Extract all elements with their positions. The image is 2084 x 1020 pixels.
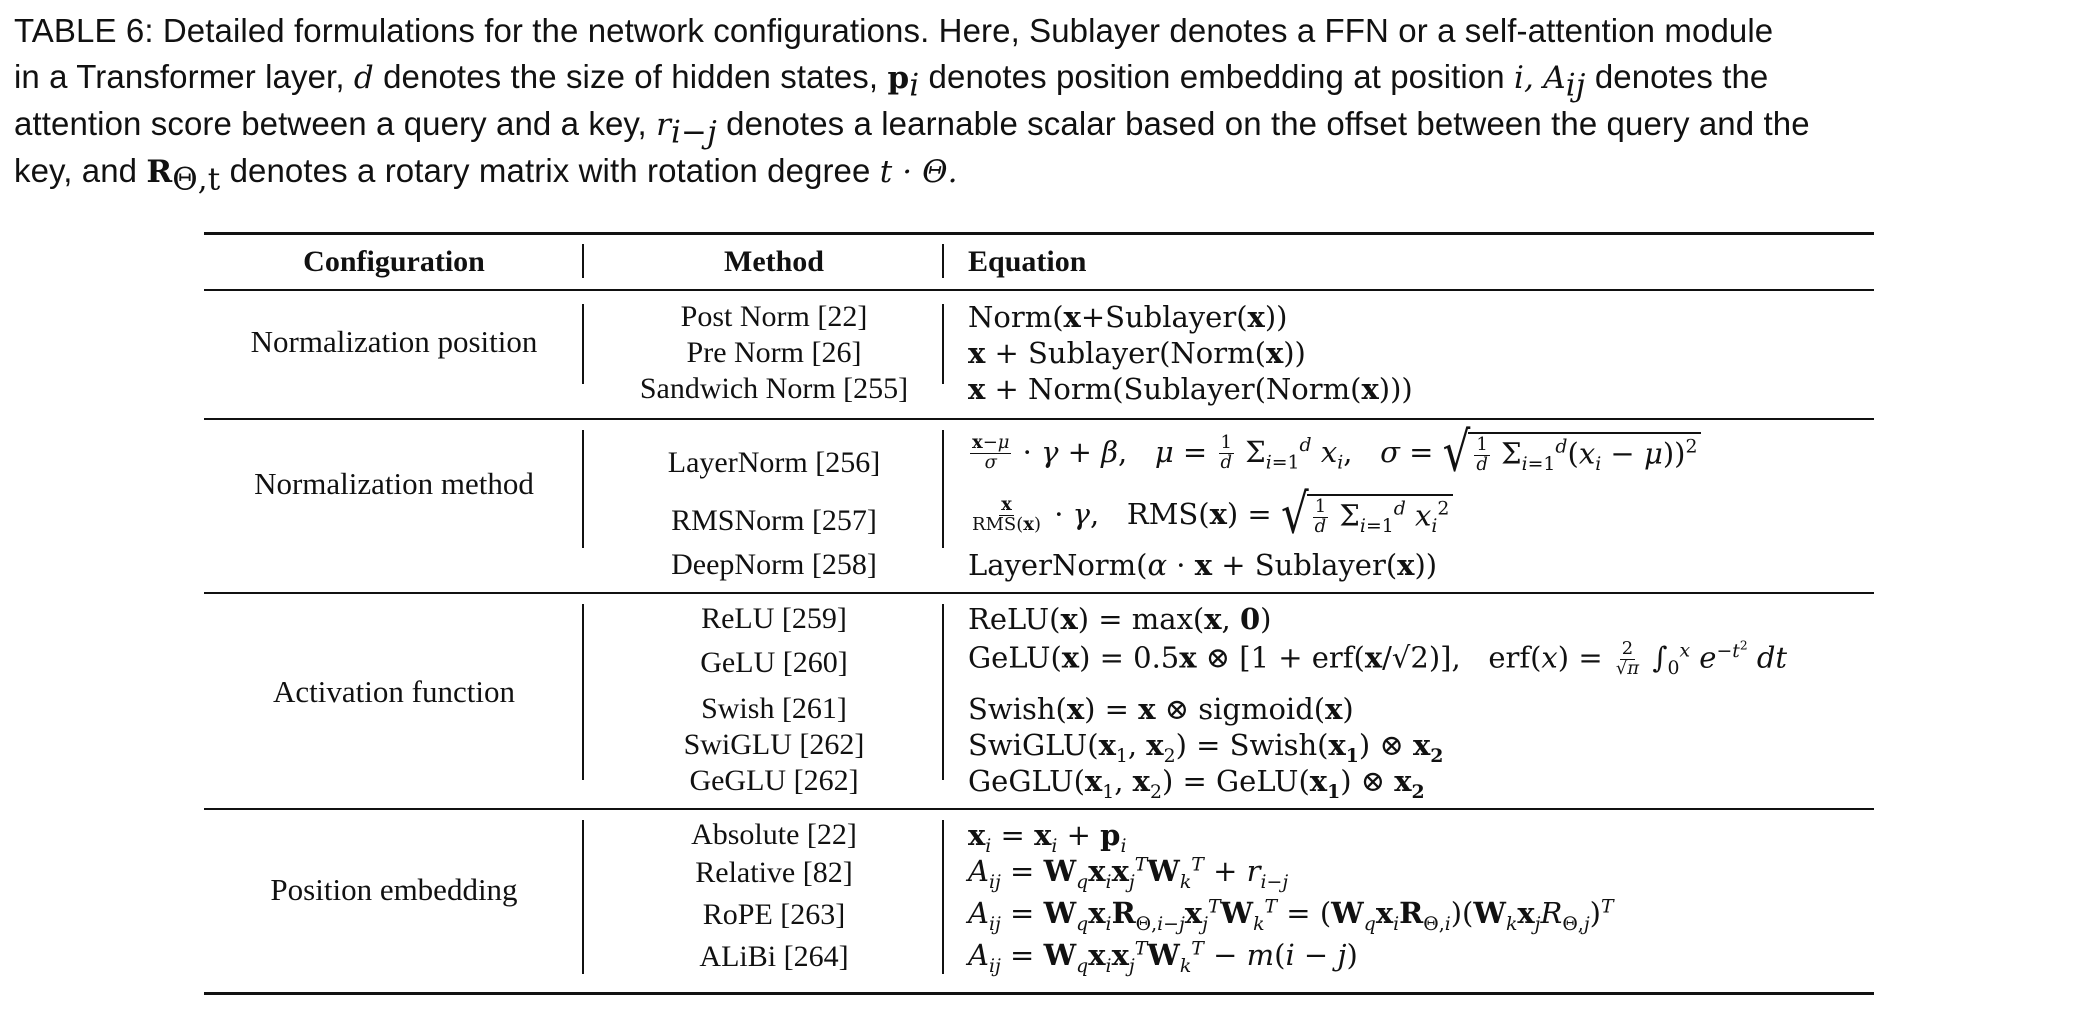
table-caption: [14, 8, 2074, 198]
equation-swiglu: $SwiGLU(x_1$, $x_2$) = $Swish(x_1)$ ⊗ $x_2$: [968, 728, 1444, 767]
method-deepnorm: DeepNorm [258]: [671, 548, 877, 581]
method-relu: ReLU [259]: [701, 602, 847, 635]
group-position-embedding: Position embedding: [270, 872, 518, 907]
group-normalization-method: Normalization method: [254, 466, 534, 501]
group-rule-2: [204, 592, 1874, 594]
group-normalization-position: Normalization position: [250, 324, 538, 359]
header-configuration: Configuration: [303, 245, 485, 278]
method-layernorm: LayerNorm [256]: [667, 446, 881, 479]
method-swish: Swish [261]: [701, 692, 847, 725]
equation-geglu: $GeGLU(x_1$, $x_2$) = $GeLU(x_1)$ ⊗ $x_2$: [968, 764, 1425, 803]
top-rule: [204, 232, 1874, 235]
caption-line-1: TABLE 6: Detailed formulations for the network configurations. Here, Sublayer denotes a FFN or a self-attention module: [14, 12, 1774, 49]
equation-gelu: GeLU(x) = 0.5x ⊗ [1 + erf(x/√2)], erf(x) = $\frac{2}{√\pi}$ $\int_0^x$ $e^{-t^2}$ dt: [968, 638, 1788, 680]
equation-deepnorm: LayerNorm(α · x + Sublayer(x)): [968, 548, 1438, 582]
equation-layernorm: $\frac{x-\mu}{\sigma}$ · γ + β, μ = $\frac{1}{d}$ $\Sigma_{i=1}^d$ $x_i$, σ = √ $\frac{1}{d}$ $\Sigma_{i=1}^d(x_i - \mu))^2$: [968, 432, 1701, 476]
method-pre-norm: Pre Norm [26]: [686, 336, 862, 369]
group-activation-function: Activation function: [273, 674, 515, 709]
bottom-rule: [204, 992, 1874, 995]
method-rmsnorm: RMSNorm [257]: [671, 504, 877, 537]
equation-relative: $A_{ij} = W_qx_ix_j^TW_k^T + r_{i-j}$: [968, 854, 1289, 893]
equation-rope: $A_{ij} = W_qx_iR_{\Theta,i-j}x_j^TW_k^T = (W_qx_iR_{\Theta,i})(W_kx_jR_{\Theta,j})^T$: [968, 896, 1614, 935]
method-geglu: GeGLU [262]: [689, 764, 859, 797]
equation-post-norm: Norm(x+Sublayer(x)): [968, 300, 1288, 334]
equation-absolute: $x_i = x_i + p_i$: [968, 818, 1127, 857]
group-rule-3: [204, 808, 1874, 810]
method-gelu: GeLU [260]: [700, 646, 848, 679]
method-post-norm: Post Norm [22]: [680, 300, 868, 333]
method-rope: RoPE [263]: [702, 898, 846, 931]
equation-pre-norm: x + Sublayer(Norm(x)): [968, 336, 1306, 370]
header-equation: Equation: [968, 245, 1087, 278]
caption-line-3: attention score between a query and a key, $r_{i-j}$ denotes a learnable scalar based on the offset between the query and the: [14, 105, 1810, 151]
method-swiglu: SwiGLU [262]: [683, 728, 865, 761]
group-rule-1: [204, 418, 1874, 420]
method-relative: Relative [82]: [695, 856, 853, 889]
header-method: Method: [724, 245, 824, 278]
caption-line-4: key, and $R_{\Theta,t}$ denotes a rotary matrix with rotation degree t · Θ.: [14, 152, 958, 198]
method-sandwich-norm: Sandwich Norm [255]: [639, 372, 909, 405]
equation-rmsnorm: $\frac{x}{\text{RMS(x)}}$ · γ, RMS(x) = √ $\frac{1}{d}$ $\Sigma_{i=1}^d$ $x_i^2$: [968, 494, 1453, 538]
equation-sandwich-norm: x + Norm(Sublayer(Norm(x))): [968, 372, 1413, 406]
equation-alibi: $A_{ij} = W_qx_ix_j^TW_k^T - m(i - j)$: [968, 938, 1358, 977]
caption-line-2: in a Transformer layer, d denotes the size of hidden states, $p_i$ denotes position embedding at position i, $A_{ij}$ denotes the: [14, 58, 1769, 104]
method-alibi: ALiBi [264]: [699, 940, 849, 973]
equation-swish: Swish(x) = x ⊗ sigmoid(x): [968, 692, 1354, 726]
method-absolute: Absolute [22]: [691, 818, 857, 851]
equation-relu: ReLU(x) = max(x, 0): [968, 602, 1272, 636]
header-rule: [204, 289, 1874, 291]
